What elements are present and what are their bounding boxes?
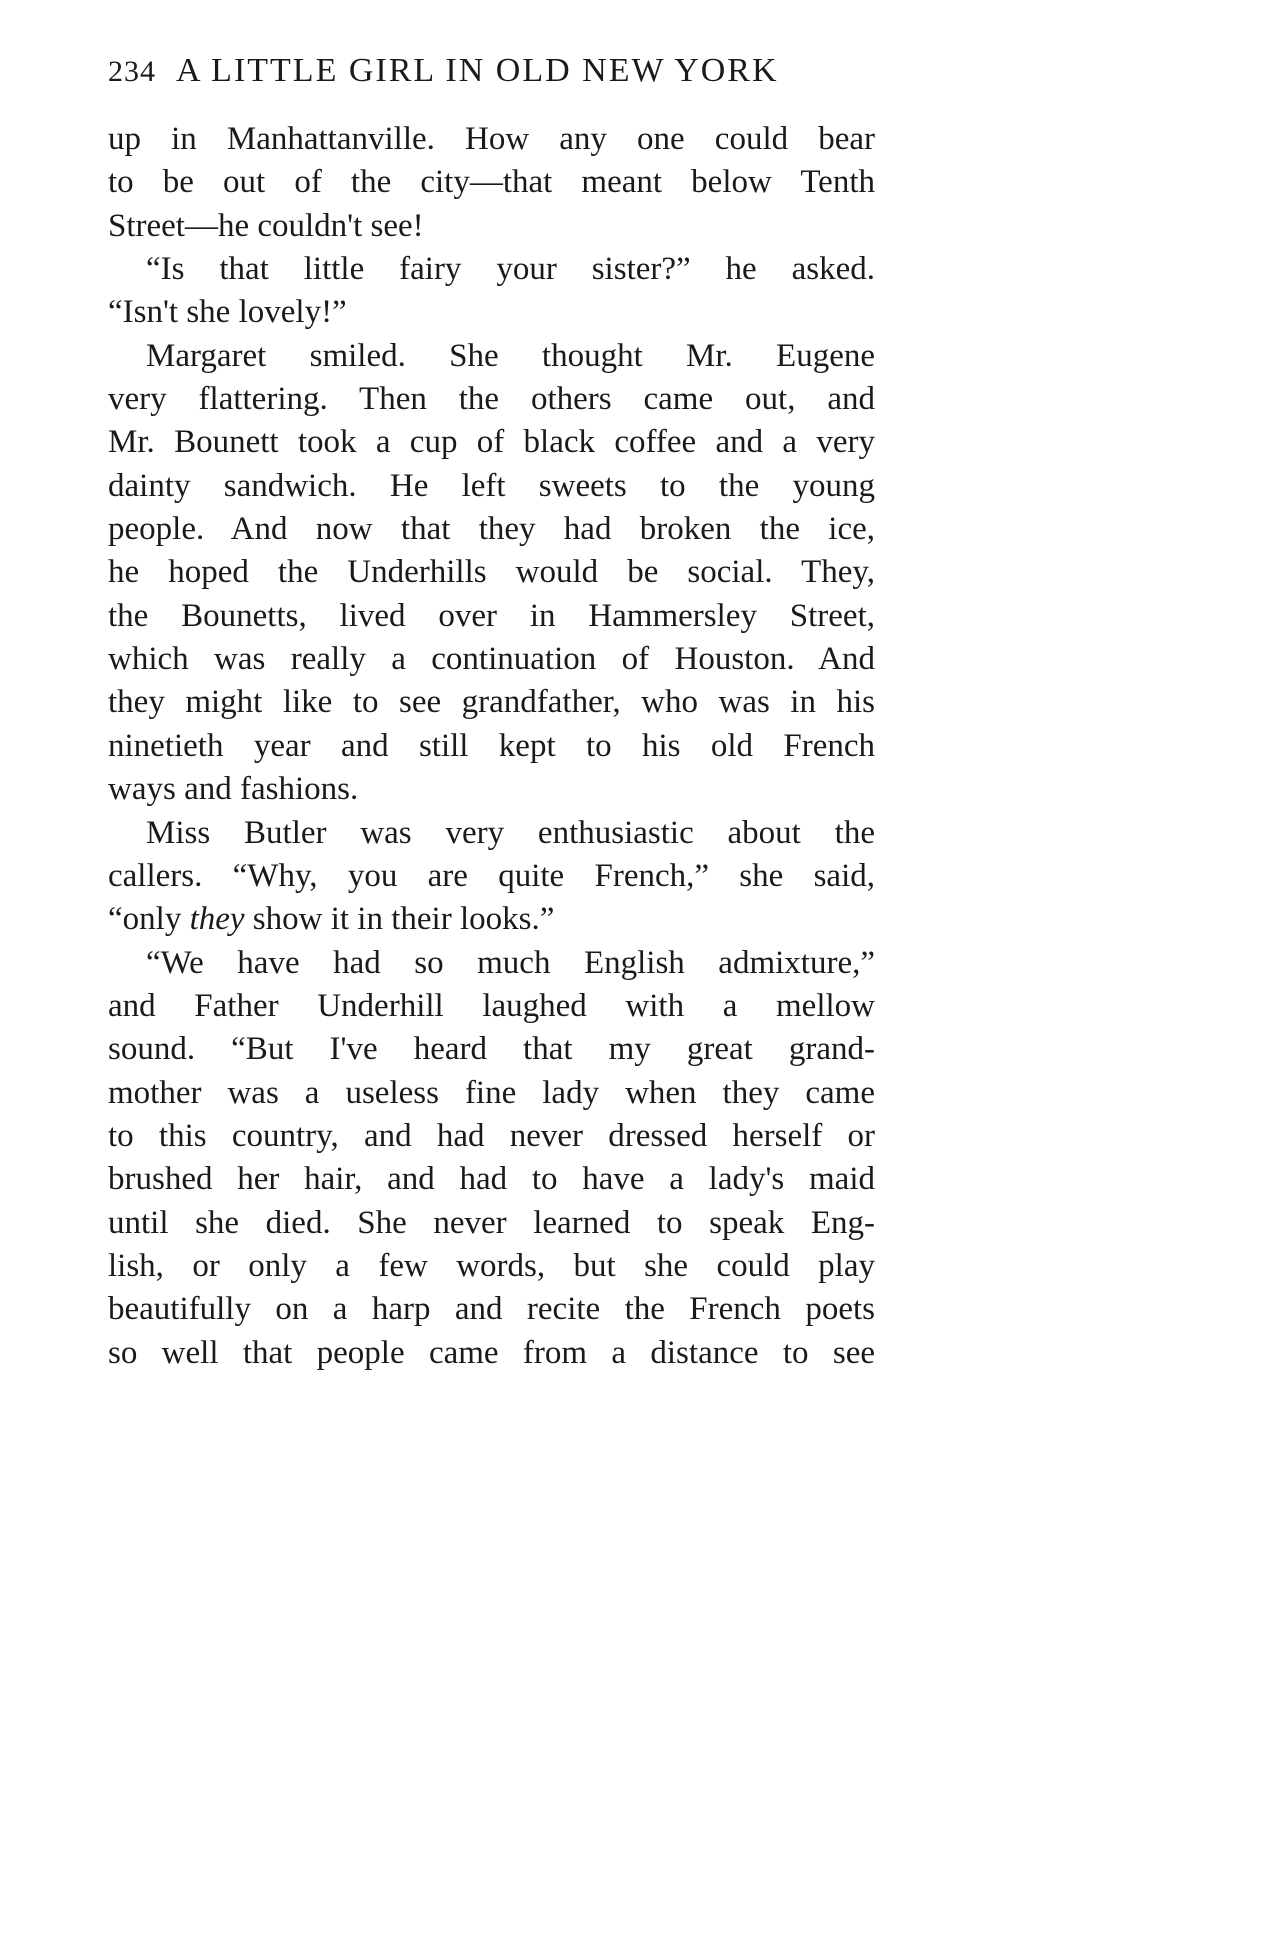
text-line: so well that people came from a distance to see bbox=[108, 1334, 875, 1371]
text-line: callers. “Why, you are quite French,” she said, bbox=[108, 857, 875, 894]
text-line: mother was a useless fine lady when they came bbox=[108, 1074, 875, 1111]
text-line: ways and fashions. bbox=[108, 771, 359, 808]
text-line: the Bounetts, lived over in Hammersley Street, bbox=[108, 597, 875, 634]
italic-word: they bbox=[189, 901, 245, 938]
text-line: he hoped the Underhills would be social. They, bbox=[108, 554, 875, 591]
text-fragment: “only bbox=[108, 901, 190, 938]
running-title: A LITTLE GIRL IN OLD NEW YORK bbox=[176, 52, 779, 89]
text-line: “We have had so much English admixture,” bbox=[146, 944, 875, 981]
text-line: very flattering. Then the others came out, and bbox=[108, 381, 875, 418]
text-line: lish, or only a few words, but she could play bbox=[108, 1247, 875, 1284]
text-line: to this country, and had never dressed herself or bbox=[108, 1117, 875, 1154]
text-line: and Father Underhill laughed with a mellow bbox=[108, 987, 875, 1024]
body-text bbox=[108, 118, 875, 1375]
text-line: to be out of the city—that meant below Tenth bbox=[108, 164, 875, 201]
running-head bbox=[108, 52, 928, 102]
text-line: Margaret smiled. She thought Mr. Eugene bbox=[146, 337, 875, 374]
text-line bbox=[108, 898, 875, 941]
text-line: people. And now that they had broken the ice, bbox=[108, 511, 875, 548]
text-line: brushed her hair, and had to have a lady's maid bbox=[108, 1161, 875, 1198]
text-line: up in Manhattanville. How any one could bear bbox=[108, 121, 875, 157]
text-line: Miss Butler was very enthusiastic about the bbox=[146, 814, 875, 851]
text-fragment: show it in their looks.” bbox=[244, 901, 555, 938]
text-line: “Is that little fairy your sister?” he asked. bbox=[146, 251, 875, 288]
text-line: which was really a continuation of Houston. And bbox=[108, 641, 875, 678]
text-line: until she died. She never learned to speak Eng- bbox=[108, 1204, 875, 1241]
text-line: sound. “But I've heard that my great grand- bbox=[108, 1031, 875, 1068]
text-line: beautifully on a harp and recite the French poets bbox=[108, 1291, 875, 1328]
text-line: dainty sandwich. He left sweets to the young bbox=[108, 467, 875, 504]
text-line: “Isn't she lovely!” bbox=[108, 294, 347, 331]
text-line: Mr. Bounett took a cup of black coffee and a very bbox=[108, 424, 875, 461]
page-number: 234 bbox=[108, 55, 156, 88]
text-line: Street—he couldn't see! bbox=[108, 207, 424, 244]
text-line: ninetieth year and still kept to his old French bbox=[108, 727, 875, 764]
text-line: they might like to see grandfather, who was in his bbox=[108, 684, 875, 721]
